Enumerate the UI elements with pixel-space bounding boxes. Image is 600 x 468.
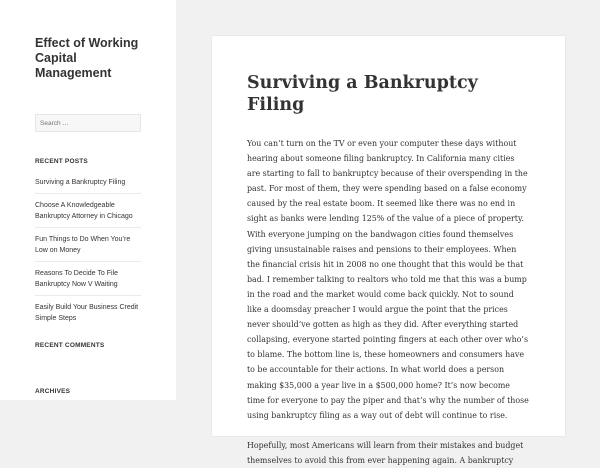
recent-comments-widget xyxy=(35,342,104,349)
recent-post-link[interactable]: Surviving a Bankruptcy Filing xyxy=(35,179,126,186)
list-item xyxy=(35,302,141,329)
recent-post-link[interactable]: Easily Build Your Business Credit Simple Steps xyxy=(35,304,139,322)
site-title[interactable]: Effect of Working Capital Management xyxy=(35,36,139,80)
search-input[interactable] xyxy=(35,114,141,132)
article-content xyxy=(247,136,529,468)
archives-title: ARCHIVES xyxy=(35,388,71,395)
article-card xyxy=(212,36,565,465)
sidebar xyxy=(0,0,176,400)
list-item xyxy=(35,268,141,296)
recent-post-link[interactable]: Reasons To Decide To File Bankruptcy Now V Waiting xyxy=(35,270,119,288)
list-item xyxy=(35,200,141,228)
list-item xyxy=(35,234,141,262)
article-paragraph: You can’t turn on the TV or even your computer these days without hearing about someone filing bankruptcy. In California many cities are starting to fall to bankruptcy because of their overspending in the past. For most of them, they were spending based on a false economy caused by the real estate boom. It seemed like there was no end in sight as banks were lending 125% of the value of a piece of property. With everyone jumping on the bandwagon cities found themselves giving unsustainable raises and pensions to their employees. When the financial crisis hit in 2008 no one thought that this would be that bad. I remember talking to realtors who told me that this was a bump in the road and the market would come back quickly. Not to sound like a doomsday preacher I would argue the point that the prices never should’ve gotten as high as they did. After everything started collapsing, everyone started pointing fingers at each other over who’s to blame. The bottom line is, these homeowners and consumers have to be accountable for their actions. In what world does a person making $35,000 a year live in a $500,000 home? It’s now become time for everyone to pay the piper and that’s why the number of those using bankruptcy filing as a way out of debt will continue to rise. xyxy=(247,139,529,420)
recent-posts-title: RECENT POSTS xyxy=(35,158,88,165)
recent-posts-list xyxy=(35,177,141,329)
recent-comments-title: RECENT COMMENTS xyxy=(35,342,105,349)
article-paragraph: Hopefully, most Americans will learn from their mistakes and budget themselves to avoid this from ever happening again. A bankruptcy xyxy=(247,440,524,465)
archives-widget xyxy=(35,388,70,395)
article-title[interactable]: Surviving a Bankruptcy Filing xyxy=(247,73,478,115)
list-item xyxy=(35,177,141,194)
recent-post-link[interactable]: Choose A Knowledgeable Bankruptcy Attorney in Chicago xyxy=(35,202,133,220)
recent-post-link[interactable]: Fun Things to Do When You’re Low on Money xyxy=(35,236,131,254)
recent-posts-widget xyxy=(35,158,141,329)
